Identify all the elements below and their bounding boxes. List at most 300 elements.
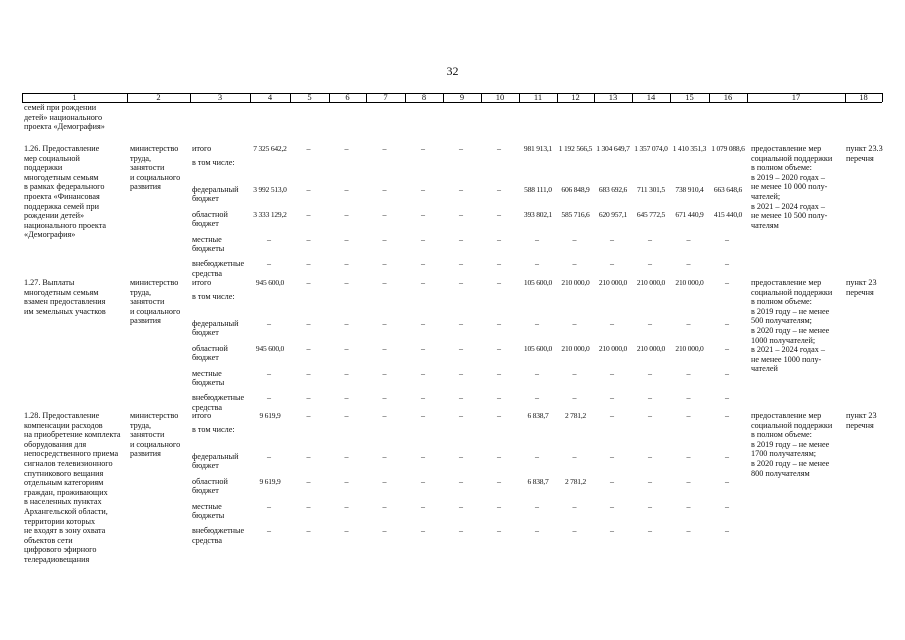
executor-line: занятости: [130, 163, 165, 173]
empty-cell-dash: –: [497, 209, 501, 219]
result-line: 1000 получателей;: [751, 335, 816, 345]
empty-cell-dash: –: [344, 234, 349, 244]
empty-cell-dash: –: [610, 501, 614, 511]
empty-cell-dash: –: [459, 144, 463, 153]
measure-name-line: цифрового эфирного: [24, 545, 97, 555]
empty-cell-dash: –: [459, 259, 463, 269]
column-divider: [882, 93, 883, 102]
funding-source-line: внебюджетные: [192, 393, 245, 403]
funding-source-line: бюджет: [192, 461, 219, 471]
measure-name-line: мер социальной: [24, 153, 80, 163]
empty-cell-dash: –: [421, 343, 425, 353]
funding-source-line: федеральный: [192, 319, 239, 328]
empty-cell-dash: –: [497, 234, 501, 244]
funding-value: 2 781,2: [564, 411, 587, 420]
result-line: не менее 1000 полу-: [751, 354, 822, 364]
funding-source-line: в том числе:: [192, 292, 235, 302]
empty-cell-dash: –: [725, 368, 729, 378]
funding-source-line: федеральный: [192, 185, 239, 194]
funding-value: 1 192 566,5: [558, 144, 593, 153]
funding-source-line: в том числе:: [192, 425, 235, 435]
funding-total: 7 325 642,2: [253, 144, 287, 153]
empty-cell-dash: –: [306, 501, 311, 511]
empty-cell-dash: –: [648, 476, 652, 486]
measure-name-line: «Демография»: [24, 230, 76, 240]
empty-cell-dash: –: [382, 278, 387, 287]
funding-value: 105 600,0: [523, 343, 553, 353]
measure-name-line: 1.27. Выплаты: [24, 278, 75, 287]
empty-cell-dash: –: [459, 278, 463, 287]
funding-value: 210 000,0: [636, 343, 666, 353]
reference-line: пункт 23.3: [846, 144, 883, 153]
header-bottom-rule: [22, 102, 882, 103]
executor-line: развития: [130, 182, 161, 192]
reference-line: перечня: [846, 287, 874, 297]
empty-cell-dash: –: [535, 393, 539, 403]
empty-cell-dash: –: [344, 526, 349, 536]
funding-value: 210 000,0: [598, 343, 628, 353]
funding-value: 210 000,0: [561, 343, 590, 353]
empty-cell-dash: –: [267, 526, 271, 536]
empty-cell-dash: –: [382, 185, 387, 194]
funding-value: 210 000,0: [598, 278, 628, 287]
empty-cell-dash: –: [648, 501, 652, 511]
funding-source-line: федеральный: [192, 452, 239, 461]
empty-cell-dash: –: [497, 411, 501, 420]
empty-cell-dash: –: [421, 144, 425, 153]
empty-cell-dash: –: [459, 476, 463, 486]
result-line: предоставление мер: [751, 411, 822, 420]
result-line: социальной поддержки: [751, 287, 833, 297]
funding-source-line: бюджет: [192, 194, 219, 204]
funding-source-line: внебюджетные: [192, 526, 245, 536]
reference-line: перечня: [846, 420, 874, 430]
funding-total: 3 992 513,0: [253, 185, 287, 194]
funding-source-line: итого: [192, 278, 212, 287]
empty-cell-dash: –: [344, 476, 349, 486]
empty-cell-dash: –: [306, 393, 311, 403]
funding-source-line: областной: [192, 209, 228, 219]
empty-cell-dash: –: [344, 393, 349, 403]
funding-total: 3 333 129,2: [253, 209, 287, 219]
measure-name-line: граждан, проживающих: [24, 487, 108, 497]
column-number: 7: [383, 92, 388, 102]
empty-cell-dash: –: [344, 209, 349, 219]
funding-value: 210 000,0: [561, 278, 590, 287]
column-number: 13: [608, 92, 618, 102]
empty-cell-dash: –: [382, 393, 387, 403]
funding-value: 981 913,1: [523, 144, 553, 153]
measure-name-line: непосредственного приема: [24, 449, 119, 459]
empty-cell-dash: –: [497, 319, 501, 328]
measure-name-line: территории которых: [24, 516, 96, 526]
empty-cell-dash: –: [648, 234, 652, 244]
empty-cell-dash: –: [306, 452, 311, 461]
funding-value: 1 357 074,0: [634, 144, 668, 153]
funding-value: 620 957,1: [598, 209, 628, 219]
empty-cell-dash: –: [306, 411, 311, 420]
result-line: в 2019 году – не менее: [751, 306, 830, 316]
measure-name-line: проекта «Финансовая: [24, 192, 100, 201]
empty-cell-dash: –: [306, 185, 311, 194]
empty-cell-dash: –: [382, 501, 387, 511]
result-line: чателям: [751, 220, 779, 230]
empty-cell-dash: –: [306, 526, 311, 536]
empty-cell-dash: –: [306, 319, 311, 328]
empty-cell-dash: –: [459, 185, 463, 194]
funding-value: 210 000,0: [636, 278, 666, 287]
page-number: 32: [446, 64, 459, 78]
funding-value: 588 111,0: [524, 185, 552, 194]
empty-cell-dash: –: [725, 343, 729, 353]
result-line: чателей: [751, 364, 778, 374]
executor-line: развития: [130, 316, 161, 326]
measure-name-line: на приобретение комплекта: [24, 430, 121, 440]
empty-cell-dash: –: [648, 452, 652, 461]
funding-value: 415 440,0: [713, 209, 743, 219]
empty-cell-dash: –: [344, 144, 349, 153]
empty-cell-dash: –: [610, 259, 614, 269]
empty-cell-dash: –: [572, 501, 577, 511]
result-line: в 2021 – 2024 годах –: [751, 201, 825, 211]
measure-name-line: им земельных участков: [24, 306, 106, 316]
empty-cell-dash: –: [725, 501, 729, 511]
measure-name-line: поддержки: [24, 163, 63, 173]
empty-cell-dash: –: [497, 393, 501, 403]
result-line: предоставление мер: [751, 144, 822, 153]
executor-line: министерство: [130, 411, 179, 420]
result-line: 800 получателям: [751, 468, 810, 478]
funding-source-line: бюджет: [192, 328, 219, 338]
funding-value: 1 410 351,3: [672, 144, 707, 153]
executor-line: труда,: [130, 153, 152, 163]
empty-cell-dash: –: [497, 185, 501, 194]
column-number: 9: [459, 92, 465, 102]
measure-name-line: оборудования для: [24, 439, 87, 449]
funding-source-line: бюджет: [192, 486, 219, 496]
empty-cell-dash: –: [610, 393, 614, 403]
empty-cell-dash: –: [535, 259, 539, 269]
empty-cell-dash: –: [572, 319, 577, 328]
carryover-name-line: семей при рождении: [24, 103, 97, 112]
executor-line: занятости: [130, 430, 165, 440]
empty-cell-dash: –: [535, 526, 539, 536]
funding-value: 671 440,9: [675, 209, 704, 219]
funding-value: 585 716,6: [561, 209, 590, 219]
empty-cell-dash: –: [725, 476, 729, 486]
executor-line: министерство: [130, 278, 179, 287]
reference-line: пункт 23: [846, 278, 877, 287]
empty-cell-dash: –: [648, 319, 652, 328]
empty-cell-dash: –: [344, 452, 349, 461]
empty-cell-dash: –: [382, 526, 387, 536]
result-line: в полном объеме:: [751, 297, 812, 307]
empty-cell-dash: –: [648, 259, 652, 269]
empty-cell-dash: –: [497, 144, 501, 153]
empty-cell-dash: –: [344, 259, 349, 269]
empty-cell-dash: –: [572, 526, 577, 536]
column-number: 18: [859, 92, 868, 102]
empty-cell-dash: –: [421, 393, 425, 403]
empty-cell-dash: –: [725, 319, 729, 328]
empty-cell-dash: –: [306, 259, 311, 269]
funding-value: 711 301,5: [637, 185, 665, 194]
funding-source-line: итого: [192, 144, 212, 153]
empty-cell-dash: –: [267, 393, 271, 403]
funding-source-line: местные: [192, 368, 222, 378]
empty-cell-dash: –: [610, 319, 614, 328]
funding-value: 738 910,4: [675, 185, 704, 194]
column-number: 5: [307, 92, 312, 102]
empty-cell-dash: –: [267, 501, 271, 511]
empty-cell-dash: –: [382, 452, 387, 461]
funding-value: 683 692,6: [598, 185, 628, 194]
empty-cell-dash: –: [497, 501, 501, 511]
empty-cell-dash: –: [535, 501, 539, 511]
empty-cell-dash: –: [459, 501, 463, 511]
column-number: 4: [267, 92, 273, 102]
empty-cell-dash: –: [421, 452, 425, 461]
empty-cell-dash: –: [686, 393, 691, 403]
empty-cell-dash: –: [306, 278, 311, 287]
empty-cell-dash: –: [306, 234, 311, 244]
empty-cell-dash: –: [344, 278, 349, 287]
result-line: в 2020 году – не менее: [751, 459, 830, 468]
empty-cell-dash: –: [344, 411, 349, 420]
empty-cell-dash: –: [382, 343, 387, 353]
funding-source-line: средства: [192, 268, 223, 278]
empty-cell-dash: –: [459, 319, 463, 328]
empty-cell-dash: –: [459, 452, 463, 461]
result-line: в 2019 году – не менее: [751, 439, 830, 449]
empty-cell-dash: –: [344, 319, 349, 328]
empty-cell-dash: –: [610, 476, 614, 486]
measure-name-line: многодетным семьям: [24, 287, 99, 297]
empty-cell-dash: –: [306, 476, 311, 486]
empty-cell-dash: –: [725, 393, 729, 403]
empty-cell-dash: –: [686, 476, 691, 486]
funding-source-line: местные: [192, 501, 222, 511]
funding-source-line: бюджет: [192, 353, 219, 363]
empty-cell-dash: –: [421, 368, 425, 378]
empty-cell-dash: –: [306, 368, 311, 378]
column-number: 16: [723, 92, 733, 102]
result-line: не менее 10 000 полу-: [751, 182, 828, 192]
column-number: 2: [156, 92, 161, 102]
funding-source-line: бюджет: [192, 219, 219, 229]
empty-cell-dash: –: [306, 209, 311, 219]
empty-cell-dash: –: [421, 234, 425, 244]
column-number: 8: [421, 92, 427, 102]
empty-cell-dash: –: [267, 259, 271, 269]
empty-cell-dash: –: [648, 368, 652, 378]
empty-cell-dash: –: [344, 343, 349, 353]
empty-cell-dash: –: [459, 526, 463, 536]
measure-name-line: 1.28. Предоставление: [24, 411, 100, 420]
empty-cell-dash: –: [267, 234, 271, 244]
reference-line: пункт 23: [846, 411, 877, 420]
empty-cell-dash: –: [725, 278, 729, 287]
empty-cell-dash: –: [497, 259, 501, 269]
result-line: в полном объеме:: [751, 430, 812, 440]
result-line: не менее 10 500 полу-: [751, 211, 828, 221]
empty-cell-dash: –: [459, 234, 463, 244]
empty-cell-dash: –: [686, 319, 691, 328]
result-line: социальной поддержки: [751, 153, 833, 163]
column-number: 1: [72, 92, 77, 102]
empty-cell-dash: –: [421, 319, 425, 328]
empty-cell-dash: –: [421, 209, 425, 219]
result-line: в 2021 – 2024 годах –: [751, 345, 825, 355]
funding-total: 9 619,9: [259, 476, 281, 486]
empty-cell-dash: –: [421, 259, 425, 269]
funding-value: 6 838,7: [527, 411, 549, 420]
empty-cell-dash: –: [572, 368, 577, 378]
result-line: предоставление мер: [751, 278, 822, 287]
column-number: 6: [345, 92, 350, 102]
empty-cell-dash: –: [344, 368, 349, 378]
funding-value: 210 000,0: [675, 278, 704, 287]
executor-line: развития: [130, 449, 161, 459]
empty-cell-dash: –: [535, 368, 539, 378]
empty-cell-dash: –: [686, 234, 691, 244]
empty-cell-dash: –: [686, 259, 691, 269]
funding-source-line: средства: [192, 535, 223, 545]
measure-name-line: в населенных пунктах: [24, 497, 102, 507]
result-line: чателей;: [751, 192, 781, 201]
empty-cell-dash: –: [725, 411, 729, 420]
column-number: 17: [791, 92, 801, 102]
funding-value: 663 648,6: [713, 185, 743, 194]
empty-cell-dash: –: [421, 278, 425, 287]
funding-total: 945 600,0: [255, 278, 285, 287]
empty-cell-dash: –: [648, 526, 652, 536]
empty-cell-dash: –: [686, 411, 691, 420]
executor-line: министерство: [130, 144, 179, 153]
funding-value: 2 781,2: [564, 476, 587, 486]
empty-cell-dash: –: [610, 234, 614, 244]
empty-cell-dash: –: [610, 452, 614, 461]
funding-value: 6 838,7: [527, 476, 549, 486]
column-number: 11: [533, 92, 543, 102]
measure-name-line: спутникового вещания: [24, 468, 104, 478]
carryover-name-line: проекта «Демография»: [24, 122, 105, 132]
empty-cell-dash: –: [382, 368, 387, 378]
empty-cell-dash: –: [459, 343, 463, 353]
measure-name-line: объектов сети: [24, 535, 73, 545]
funding-source-line: местные: [192, 234, 222, 244]
executor-line: труда,: [130, 287, 152, 297]
reference-line: перечня: [846, 153, 874, 163]
empty-cell-dash: –: [725, 452, 729, 461]
funding-value: 393 802,1: [523, 209, 553, 219]
funding-source-line: областной: [192, 476, 228, 486]
empty-cell-dash: –: [344, 185, 349, 194]
funding-source-line: областной: [192, 343, 228, 353]
measure-name-line: национального проекта: [24, 220, 107, 230]
empty-cell-dash: –: [535, 319, 539, 328]
funding-value: 210 000,0: [675, 343, 704, 353]
empty-cell-dash: –: [382, 319, 387, 328]
empty-cell-dash: –: [497, 278, 501, 287]
empty-cell-dash: –: [535, 234, 539, 244]
empty-cell-dash: –: [572, 259, 577, 269]
funding-source-line: бюджеты: [192, 244, 225, 253]
empty-cell-dash: –: [267, 319, 271, 328]
executor-line: и социального: [130, 306, 181, 316]
empty-cell-dash: –: [382, 144, 387, 153]
funding-source-line: итого: [192, 411, 212, 420]
result-line: в полном объеме:: [751, 163, 812, 173]
measure-name-line: поддержка семей при: [24, 201, 99, 211]
empty-cell-dash: –: [421, 501, 425, 511]
empty-cell-dash: –: [572, 393, 577, 403]
empty-cell-dash: –: [725, 259, 729, 269]
funding-total: 945 600,0: [255, 343, 285, 353]
measure-name-line: 1.26. Предоставление: [24, 144, 100, 153]
empty-cell-dash: –: [572, 234, 577, 244]
executor-line: и социального: [130, 439, 181, 449]
empty-cell-dash: –: [421, 476, 425, 486]
empty-cell-dash: –: [610, 411, 614, 420]
measure-name-line: не входят в зону охвата: [24, 526, 106, 536]
empty-cell-dash: –: [497, 526, 501, 536]
empty-cell-dash: –: [686, 501, 691, 511]
empty-cell-dash: –: [686, 452, 691, 461]
empty-cell-dash: –: [497, 452, 501, 461]
executor-line: занятости: [130, 297, 165, 307]
column-number: 10: [495, 92, 505, 102]
measure-name-line: взамен предоставления: [24, 297, 106, 307]
empty-cell-dash: –: [459, 411, 463, 420]
empty-cell-dash: –: [610, 368, 614, 378]
result-line: в 2019 – 2020 годах –: [751, 172, 825, 182]
column-number: 12: [571, 92, 580, 102]
empty-cell-dash: –: [725, 526, 729, 536]
empty-cell-dash: –: [344, 501, 349, 511]
funding-value: 1 304 649,7: [596, 144, 630, 153]
funding-source-line: в том числе:: [192, 158, 235, 168]
empty-cell-dash: –: [497, 368, 501, 378]
funding-value: 606 848,9: [561, 185, 590, 194]
measure-name-line: в рамках федерального: [24, 182, 105, 192]
funding-source-line: средства: [192, 402, 223, 412]
empty-cell-dash: –: [306, 343, 311, 353]
empty-cell-dash: –: [686, 368, 691, 378]
empty-cell-dash: –: [497, 476, 501, 486]
empty-cell-dash: –: [306, 144, 311, 153]
column-number: 14: [646, 92, 656, 102]
empty-cell-dash: –: [382, 411, 387, 420]
empty-cell-dash: –: [382, 209, 387, 219]
empty-cell-dash: –: [459, 209, 463, 219]
empty-cell-dash: –: [459, 368, 463, 378]
executor-line: труда,: [130, 420, 152, 430]
executor-line: и социального: [130, 172, 181, 182]
carryover-name-line: детей» национального: [24, 112, 103, 122]
result-line: социальной поддержки: [751, 420, 833, 430]
empty-cell-dash: –: [421, 526, 425, 536]
empty-cell-dash: –: [497, 343, 501, 353]
column-number: 3: [217, 92, 223, 102]
measure-name-line: Архангельской области,: [24, 507, 108, 516]
result-line: 500 получателям;: [751, 316, 812, 326]
empty-cell-dash: –: [382, 476, 387, 486]
empty-cell-dash: –: [382, 259, 387, 269]
empty-cell-dash: –: [421, 411, 425, 420]
empty-cell-dash: –: [267, 452, 271, 461]
funding-source-line: внебюджетные: [192, 259, 245, 269]
